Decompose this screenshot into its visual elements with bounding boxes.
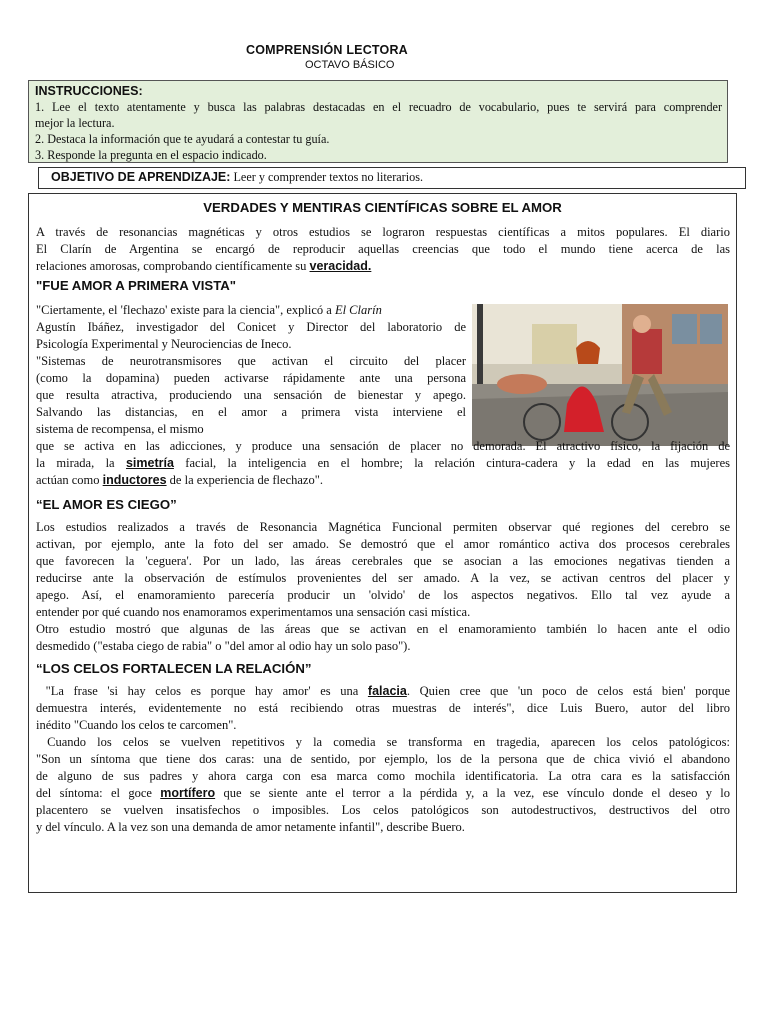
instruction-item-2: 2. Destaca la información que te ayudará a contestar tu guía. — [35, 132, 330, 146]
objective-text: Leer y comprender textos no literarios. — [233, 170, 423, 184]
objective-label: OBJETIVO DE APRENDIZAJE: — [51, 170, 231, 184]
section2-paragraph — [36, 519, 730, 655]
text-line: Cuando los celos se vuelven repetitivos y la comedia se transforma en tragedia, aparecen los celos patológicos: — [36, 735, 730, 749]
couple-illustration — [472, 304, 728, 446]
keyword-mortifero: mortífero — [160, 786, 216, 800]
article-box — [28, 193, 737, 893]
text-line: desmedido ("estaba ciego de rabia" o "del amor al odio hay un solo paso"). — [36, 639, 411, 653]
text-line: (como la dopamina) pueden activarse rápidamente ante una persona — [36, 371, 466, 385]
section3-paragraph — [36, 683, 730, 836]
instructions-box — [28, 80, 728, 163]
text-line: y del vínculo. A la vez son una demanda de amor netamente infantil", describe Buero. — [36, 820, 465, 834]
text-line: inédito "Cuando los celos te carcomen". — [36, 718, 237, 732]
text-line: "La frase 'si hay celos es porque hay amor' es una — [36, 684, 368, 698]
text-line: "Son un síntoma que tiene dos caras: una de sentido, por ejemplo, los de la persona que de chica vivió el abandono — [36, 752, 730, 766]
text-line: entender por qué cuando nos enamoramos experimentamos una sensación casi mística. — [36, 605, 471, 619]
text-line: sistema de recompensa, el mismo — [36, 422, 204, 436]
instructions-title: INSTRUCCIONES: — [35, 84, 143, 98]
intro-paragraph — [36, 224, 730, 275]
instruction-item-1 — [35, 99, 722, 131]
text-line: Otro estudio mostró que algunas de las áreas que se activan en el enamoramiento también lo hacen ante el odio — [36, 622, 730, 636]
keyword-simetria: simetría — [125, 456, 174, 470]
text-line: apego. Así, el enamoramiento parecería producir un 'olvido' de los aspectos negativos. Ello tal vez ayude a — [36, 588, 730, 602]
text-line: que resulta atractiva, produciendo una sensación de bienestar y apego. — [36, 388, 466, 402]
instruction-item-3: 3. Responde la pregunta en el espacio indicado. — [35, 148, 267, 162]
text-line: de alguno de sus padres y ahora carga con esa marca como mochila identificatoria. La otra cara es la satisfacción — [36, 769, 730, 783]
text-line: que favorecen la 'ceguera'. Por un lado, las áreas cerebrales que se asocian a las emociones negativas tienden a — [36, 554, 730, 568]
text-line: Los estudios realizados a través de Resonancia Magnética Funcional permiten observar qué regiones del cerebro se — [36, 520, 730, 534]
text-line: placentero se vuelven insatisfechos o imposibles. Los celos patológicos son autodestructivos, destructivos del otro — [36, 803, 730, 817]
text-line: Agustín Ibáñez, investigador del Conicet y Director del laboratorio de — [36, 320, 466, 334]
couple-photo — [472, 304, 728, 446]
text-line: del síntoma: el goce — [36, 786, 161, 800]
text-line: reducirse ante la observación de estímulos provenientes del ser amado. A la vez, se activan centros del placer y — [36, 571, 730, 585]
keyword-inductores: inductores — [102, 473, 167, 487]
text-line: demuestra interés, evidentemente no está recibiendo otras muestras de interés", dice Luis Buero, autor del libro — [36, 701, 730, 715]
text-line: relaciones amorosas, comprobando científicamente su — [36, 259, 307, 273]
section-heading-celos: “LOS CELOS FORTALECEN LA RELACIÓN” — [36, 661, 312, 676]
text-line: de la experiencia de flechazo". — [166, 473, 323, 487]
text-line: "Sistemas de neurotransmisores que activan el circuito del placer — [36, 354, 466, 368]
objective-box — [38, 167, 746, 189]
text-line: . Quien cree que 'un poco de celos está bien' porque — [406, 684, 730, 698]
text-line: que se activa en las adicciones, y produce una sensación de placer no demorada. El atractivo físico, la fijación de — [36, 439, 730, 453]
text-line: facial, la inteligencia en el hombre; la relación cintura-cadera y la edad en las mujeres — [173, 456, 731, 470]
text-line: actúan como — [36, 473, 100, 487]
page-title: COMPRENSIÓN LECTORA — [246, 43, 408, 57]
text-line: la mirada, la — [36, 456, 115, 470]
article-title: VERDADES Y MENTIRAS CIENTÍFICAS SOBRE EL AMOR — [203, 200, 562, 215]
text-line: que se siente ante el terror a la pérdida y, a la vez, ese vínculo donde el deseo y lo — [215, 786, 730, 800]
el-clarin-italic: El Clarín — [334, 303, 382, 317]
section1-paragraph-full — [36, 438, 730, 489]
instruction-line: 1. Lee el texto atentamente y busca las palabras destacadas en el recuadro de vocabulario, pues te servirá para comprender — [35, 100, 722, 114]
section1-paragraph-left — [36, 302, 466, 438]
text-line: "Ciertamente, el 'flechazo' existe para la ciencia", explicó a — [36, 303, 335, 317]
page-subtitle: OCTAVO BÁSICO — [305, 59, 395, 71]
section-heading-amor-ciego: “EL AMOR ES CIEGO” — [36, 497, 177, 512]
keyword-falacia: falacia — [367, 684, 407, 698]
text-line: A través de resonancias magnéticas y otros estudios se lograron respuestas científicas a mitos populares. El diario — [36, 225, 730, 239]
text-line: El Clarín de Argentina se encargó de reproducir aquellas creencias que todo el mundo tiene acerca de las — [36, 242, 730, 256]
section-heading-primera-vista: "FUE AMOR A PRIMERA VISTA" — [36, 278, 237, 293]
keyword-veracidad: veracidad. — [309, 259, 372, 273]
instruction-line: mejor la lectura. — [35, 116, 115, 130]
text-line: Salvando las distancias, en el amor a primera vista interviene el — [36, 405, 466, 419]
text-line: Psicología Experimental y Neurociencias de Ineco. — [36, 337, 292, 351]
text-line: activan, por ejemplo, ante la foto del ser amado. Se demostró que el amor romántico activa dos procesos cerebrales — [36, 537, 730, 551]
